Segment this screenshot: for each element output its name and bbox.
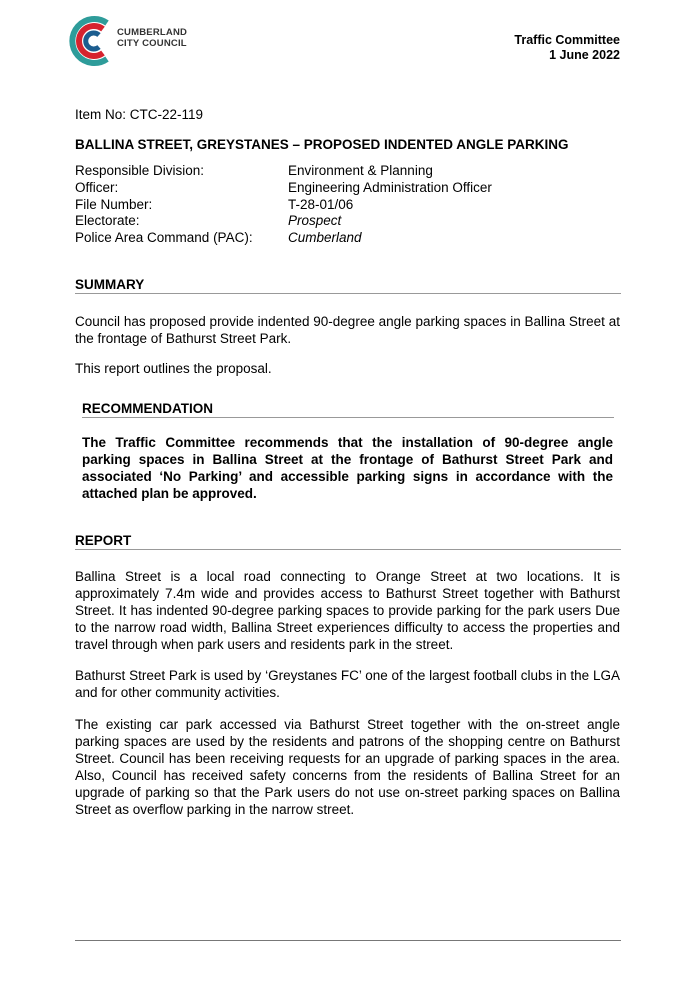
meta-row-division [75, 163, 492, 180]
footer-divider [75, 940, 621, 941]
meta-label: Officer: [75, 179, 119, 195]
report-paragraph-3: The existing car park accessed via Bathurst Street together with the on-street angle parking spaces are used by the residents and patrons of the shopping centre on Bathurst Street. Council has been receiving requests for an upgrade of parking spaces in the area. Also, Council has received safety concerns from the residents of Ballina Street for an upgrade of parking so that the Park users do not use on-street parking spaces on Ballina Street as overflow parking in the narrow street. [75, 717, 620, 817]
meta-row-electorate [75, 213, 492, 230]
meta-value: Cumberland [288, 230, 362, 246]
header-info [514, 33, 620, 63]
report-paragraph-1: Ballina Street is a local road connecting to Orange Street at two locations. It is approximately 7.4m wide and provides access to Bathurst Street together with Bathurst Street. It has indented 90-degree parking spaces to provide parking for the park users Due to the narrow road width, Ballina Street experiences difficulty to access the properties and travel through when park users and residents park in the street. [75, 569, 620, 652]
meta-row-pac [75, 230, 492, 247]
item-number: Item No: CTC-22-119 [75, 107, 204, 122]
logo-line2: CITY COUNCIL [117, 37, 187, 49]
meta-row-file-number [75, 197, 492, 214]
meta-value: Environment & Planning [288, 163, 433, 178]
meta-row-officer [75, 180, 492, 197]
report-paragraph-2: Bathurst Street Park is used by ‘Greystanes FC’ one of the largest football clubs in the LGA and for other community activities. [75, 668, 620, 700]
meta-value: Engineering Administration Officer [288, 179, 492, 195]
report-heading: REPORT [75, 533, 621, 550]
meta-label: Police Area Command (PAC): [75, 230, 253, 246]
logo-text [117, 28, 187, 49]
meeting-date: 1 June 2022 [549, 48, 620, 62]
summary-paragraph-1: Council has proposed provide indented 90-degree angle parking spaces in Ballina Street at the frontage of Bathurst Street Park. [75, 314, 620, 346]
report-title: BALLINA STREET, GREYSTANES – PROPOSED INDENTED ANGLE PARKING [75, 137, 569, 152]
council-logo [67, 13, 197, 69]
logo-line1: CUMBERLAND [117, 27, 188, 38]
summary-heading: SUMMARY [75, 277, 621, 294]
recommendation-body: The Traffic Committee recommends that the installation of 90-degree angle parking spaces in Ballina Street at the frontage of Bathurst Street Park and associated ‘No Parking’ and accessible parking signs in accordance with the attached plan be approved. [82, 435, 613, 501]
meta-label: Responsible Division: [75, 163, 205, 178]
meta-label: File Number: [75, 196, 153, 212]
summary-paragraph-2: This report outlines the proposal. [75, 361, 272, 376]
committee-name: Traffic Committee [514, 33, 620, 47]
meta-label: Electorate: [75, 213, 140, 229]
meta-value: T-28-01/06 [288, 196, 354, 212]
report-metadata [75, 163, 492, 247]
council-logo-mark [67, 13, 117, 69]
recommendation-heading: RECOMMENDATION [82, 401, 614, 418]
meta-value: Prospect [288, 213, 342, 229]
